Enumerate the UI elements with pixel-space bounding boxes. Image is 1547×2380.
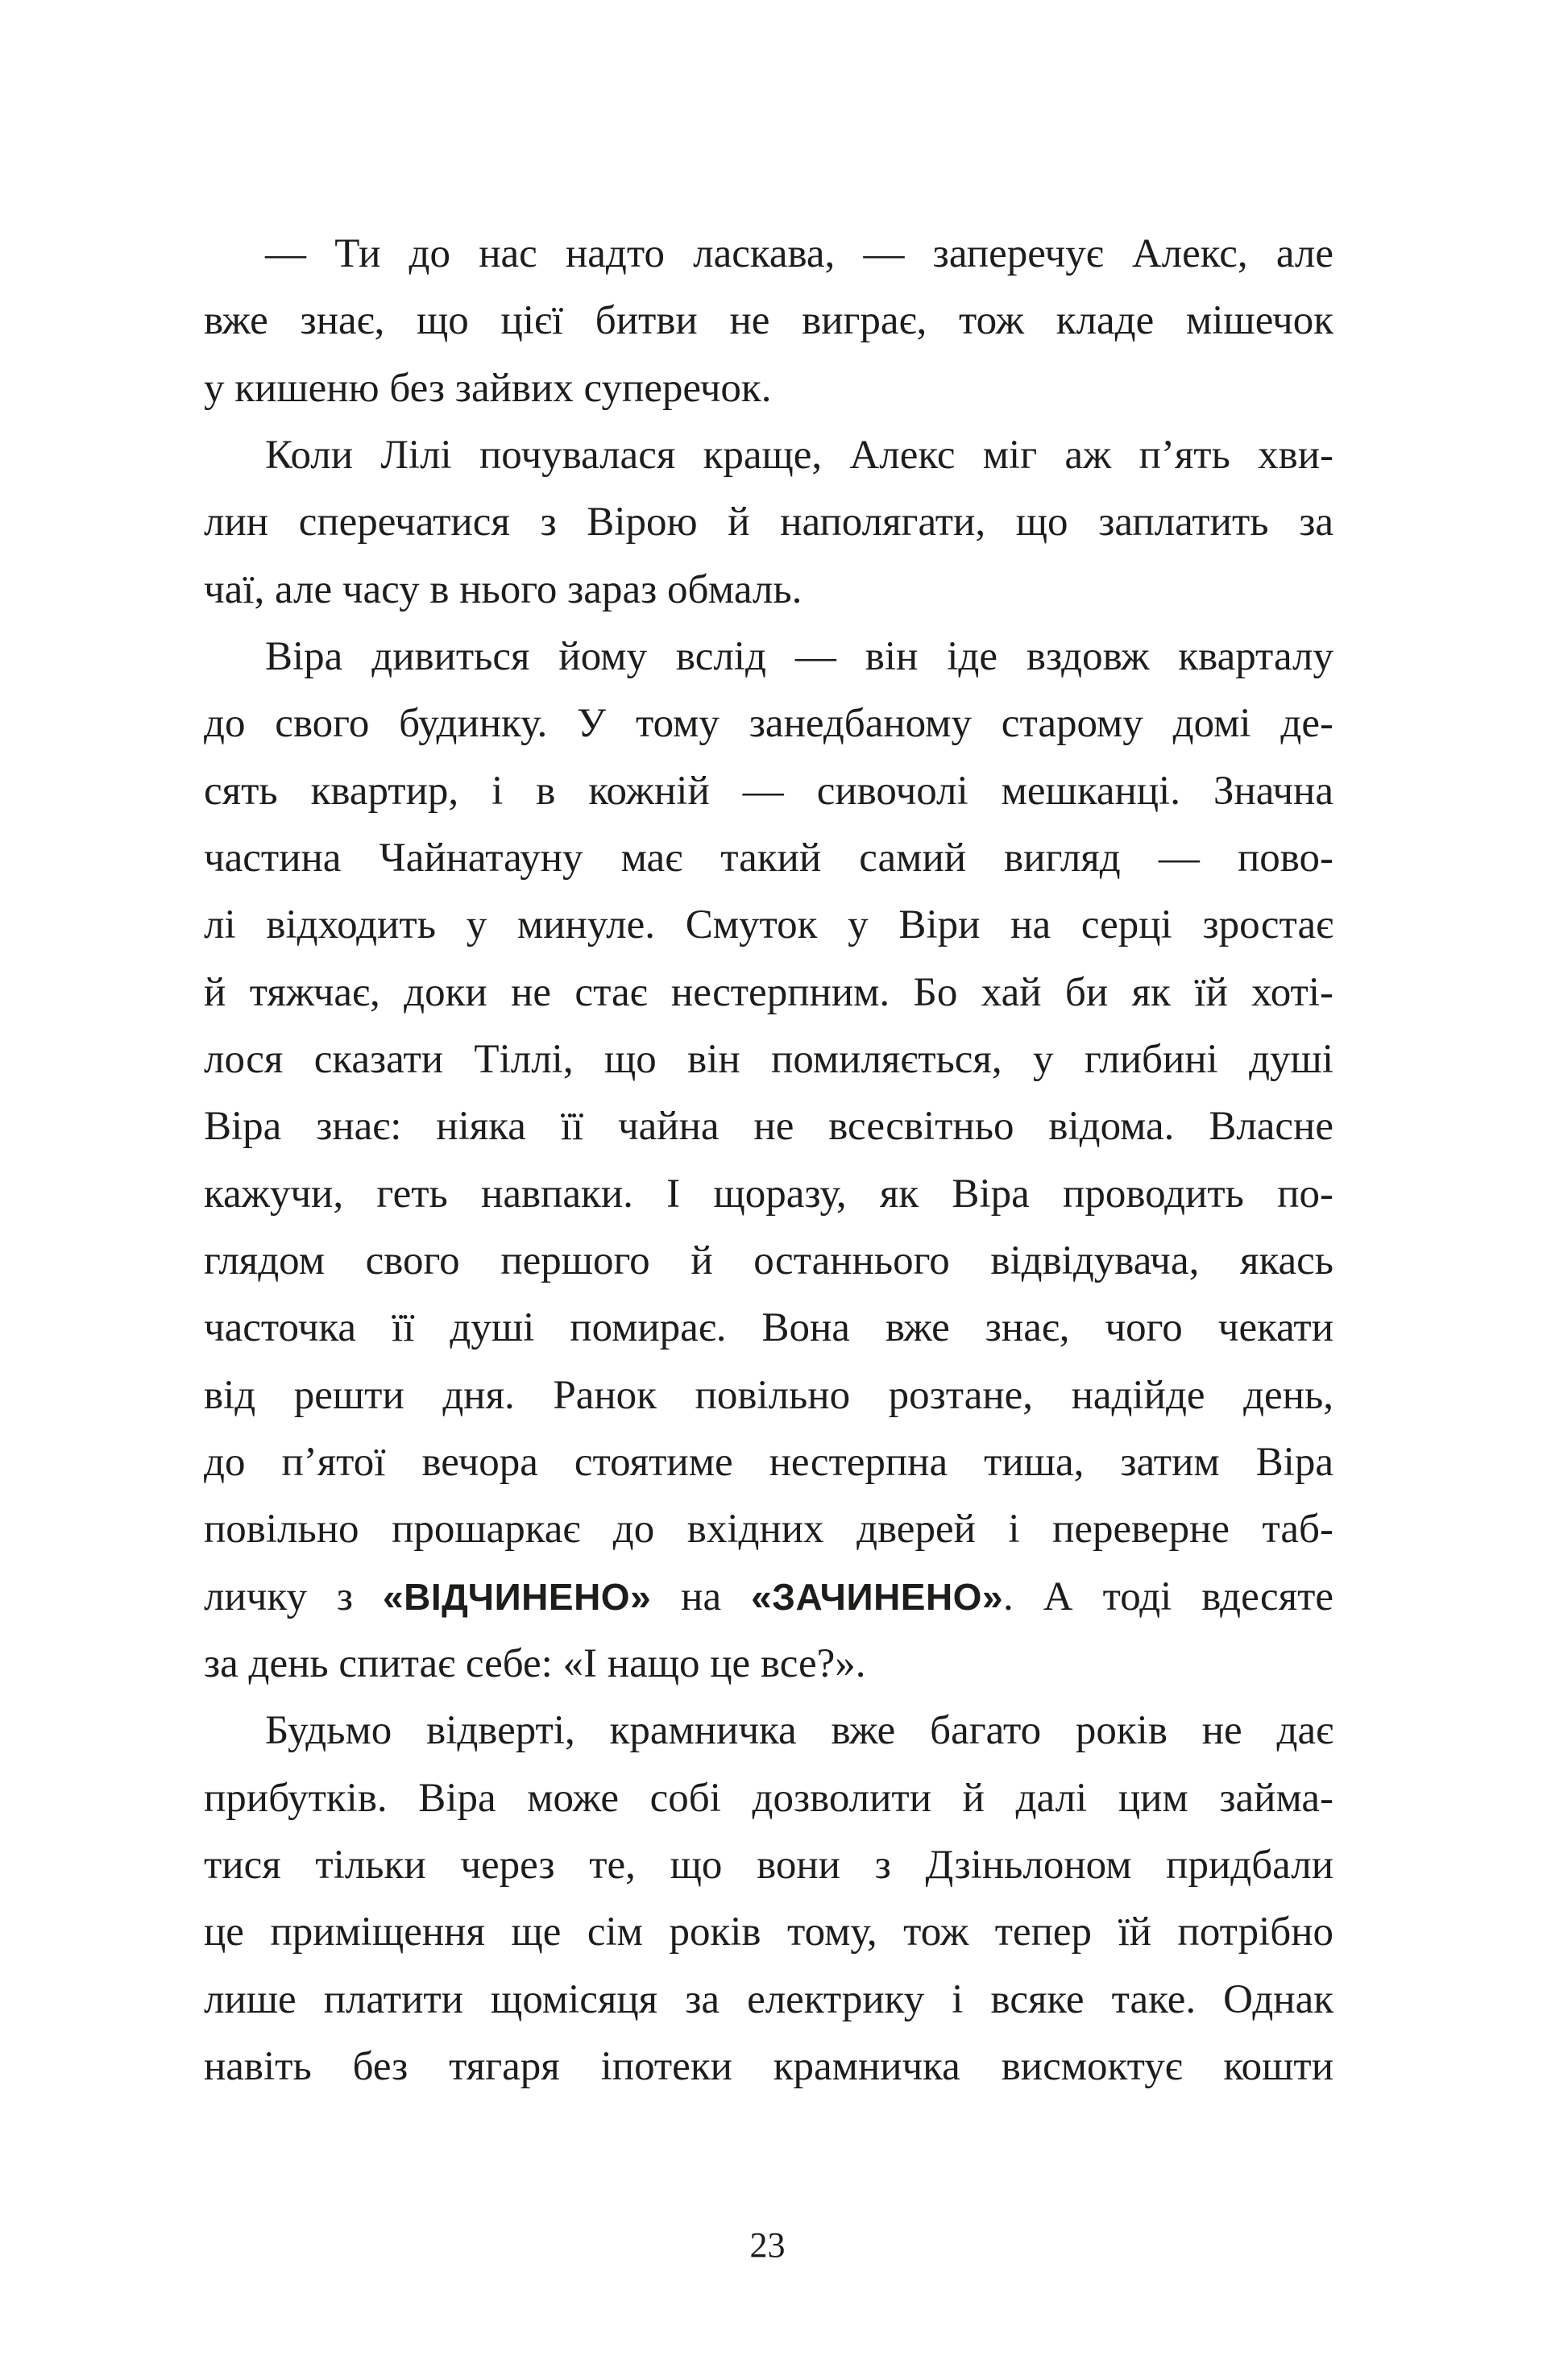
text-line-content: лося сказати Тіллі, що він помиляється, у глибині душі	[204, 1036, 1333, 1082]
text-line	[204, 1026, 1333, 1093]
text-line-content: прибутків. Віра може собі дозволити й далі цим займа-	[204, 1775, 1333, 1821]
text-line	[204, 2034, 1333, 2100]
text-line	[204, 1093, 1333, 1160]
text-line	[204, 1295, 1333, 1362]
text-line	[204, 960, 1333, 1026]
text-line-content: часточка її душі помирає. Вона вже знає, чого чекати	[204, 1305, 1333, 1351]
text-line-content: у кишеню без зайвих суперечок.	[204, 365, 772, 411]
text-line	[204, 1832, 1333, 1899]
text-line	[204, 422, 1333, 489]
paragraph	[204, 1698, 1333, 2100]
text-line-content: вже знає, що цієї битви не виграє, тож кладе мішечок	[204, 298, 1333, 344]
text-line-with-sign-words	[204, 1564, 1333, 1631]
text-line-content: Віра дивиться йому вслід — він іде вздовж кварталу	[265, 633, 1333, 679]
text-line-content: Віра знає: ніяка її чайна не всесвітньо відома. Власне	[204, 1104, 1333, 1150]
text-line	[204, 489, 1333, 556]
text-fragment: . А тоді вдесяте	[1003, 1574, 1333, 1619]
text-line-content: тися тільки через те, що вони з Дзіньлоном придбали	[204, 1842, 1333, 1888]
text-line-content: до п’ятої вечора стоятиме нестерпна тиша, затим Віра	[204, 1439, 1333, 1485]
text-fragment: на	[651, 1574, 752, 1619]
text-line	[204, 1899, 1333, 1966]
text-line	[204, 892, 1333, 959]
text-line	[204, 1967, 1333, 2034]
text-line-content: кажучи, геть навпаки. І щоразу, як Віра проводить по-	[204, 1171, 1333, 1217]
text-line	[204, 1698, 1333, 1764]
text-line	[204, 1161, 1333, 1228]
text-line-content: за день спитає себе: «І нащо це все?».	[204, 1640, 866, 1686]
text-line-content: чаї, але часу в нього зараз обмаль.	[204, 566, 803, 612]
text-line	[204, 758, 1333, 825]
text-line	[204, 825, 1333, 892]
text-line	[204, 1228, 1333, 1295]
text-line-content: лі відходить у минуле. Смуток у Віри на серці зростає	[204, 902, 1333, 948]
text-line-content: це приміщення ще сім років тому, тож тепер їй потрібно	[204, 1909, 1333, 1955]
text-line	[204, 1362, 1333, 1429]
text-line	[204, 221, 1333, 288]
page-number: 23	[749, 2225, 786, 2265]
text-line-content: глядом свого першого й останнього відвідувача, якась	[204, 1238, 1333, 1283]
text-line-content: Коли Лілі почувалася краще, Алекс міг аж п’ять хви-	[265, 432, 1333, 478]
text-line-content: навіть без тягаря іпотеки крамничка висмоктує кошти	[204, 2043, 1333, 2089]
text-line-content: Будьмо відверті, крамничка вже багато років не дає	[265, 1708, 1333, 1754]
paragraph	[204, 221, 1333, 422]
sign-word-open: «ВІДЧИНЕНО»	[383, 1575, 652, 1618]
text-line-content: повільно прошаркає до вхідних дверей і переверне таб-	[204, 1507, 1333, 1553]
text-line-content: до свого будинку. У тому занедбаному старому домі де-	[204, 701, 1333, 747]
text-line	[204, 1496, 1333, 1563]
text-line	[204, 624, 1333, 690]
paragraph	[204, 422, 1333, 624]
text-line-content: — Ти до нас надто ласкава, — заперечує Алекс, але	[265, 231, 1333, 276]
text-line	[204, 1429, 1333, 1496]
text-line-content	[204, 1564, 1333, 1631]
text-line-content: від решти дня. Ранок повільно розтане, надійде день,	[204, 1372, 1333, 1418]
text-line-content: лин сперечатися з Вірою й наполягати, що заплатить за	[204, 500, 1333, 545]
text-line	[204, 1765, 1333, 1832]
text-line	[204, 557, 1333, 624]
text-line	[204, 690, 1333, 757]
text-line-content: й тяжчає, доки не стає нестерпним. Бо хай би як їй хоті-	[204, 969, 1333, 1015]
text-line	[204, 355, 1333, 422]
sign-word-closed: «ЗАЧИНЕНО»	[751, 1575, 1004, 1618]
text-line-content: сять квартир, і в кожній — сивочолі мешканці. Значна	[204, 768, 1333, 814]
paragraph	[204, 624, 1333, 1698]
body-text	[204, 221, 1333, 2100]
text-fragment: личку з	[204, 1574, 384, 1619]
text-line	[204, 1631, 1333, 1698]
text-line	[204, 288, 1333, 355]
text-line-content: лише платити щомісяця за електрику і всяке таке. Однак	[204, 1976, 1333, 2022]
text-line-content: частина Чайнатауну має такий самий вигляд — пово-	[204, 835, 1333, 881]
